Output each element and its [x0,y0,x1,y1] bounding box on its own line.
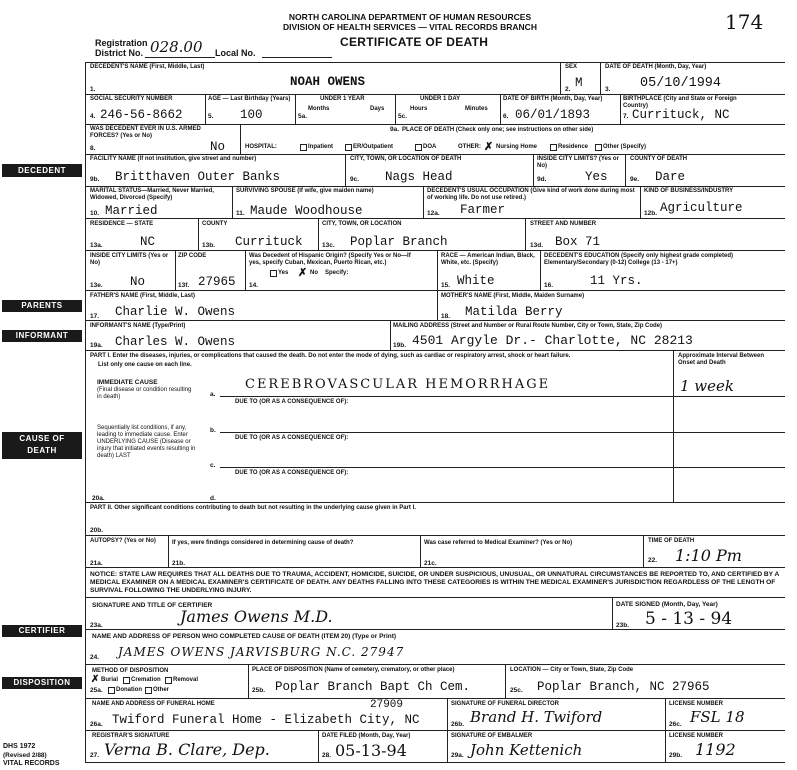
division-name: DIVISION OF HEALTH SERVICES — VITAL RECORDS BRANCH [283,22,537,32]
education-value: 11 Yrs. [590,274,643,288]
form-office: VITAL RECORDS [3,760,60,767]
certifier-signature: James Owens M.D. [180,607,333,626]
tab-informant: INFORMANT [2,330,82,342]
sequential-label: Sequentially list conditions, if any, leading to immediate cause. Enter UNDERLYING CAUSE (Disease or injury that initiated events resulting in death) LAST [97,425,196,459]
part1b-label: List only one cause on each line. [98,362,192,368]
tab-decedent: DECEDENT [2,164,82,177]
part1-label: PART I. Enter the diseases, injuries, or complications that caused the death. Do not enter the mode of dying, such as cardiac or respiratory arrest, shock or heart failure. [90,353,571,359]
res-inside-label: INSIDE CITY LIMITS (Yes or No) [90,253,169,266]
place-disposition-label: PLACE OF DISPOSITION (Name of cemetery, crematory, or other place) [252,667,455,673]
months-label: Months [308,106,330,112]
business-value: Agriculture [660,201,743,215]
informant-label: INFORMANT'S NAME (Type/Print) [90,323,186,329]
license2-label: LICENSE NUMBER [669,733,724,739]
facility-label: FACILITY NAME (If not institution, give street and number) [90,156,257,162]
res-county-label: COUNTY [202,221,228,227]
street-value: Box 71 [555,235,601,249]
ssn-label: SOCIAL SECURITY NUMBER [90,96,173,102]
res-city-value: Poplar Branch [350,235,448,249]
marital-value: Married [105,204,158,218]
due-to-1: DUE TO (OR AS A CONSEQUENCE OF): [235,399,349,405]
street-label: STREET AND NUMBER [530,221,597,227]
interval-label: Approximate Interval Between Onset and Death [678,353,765,366]
er-option[interactable]: ER/Outpatient [353,144,393,150]
place-label: PLACE OF DEATH (Check only one; see instructions on other side) [402,127,594,133]
sex-value: M [575,76,583,90]
mother-label: MOTHER'S NAME (First, Middle, Maiden Surname) [441,293,585,299]
embalmer-signature: John Kettenich [470,741,583,759]
zip-label: ZIP CODE [178,253,207,259]
education-label: DECEDENT'S EDUCATION (Specify only highest grade completed) Elementary/Secondary (0-12) College (13 - 17+) [544,253,734,266]
form-number: DHS 1972 [3,743,36,750]
nursing-check-mark: ✗ [484,141,494,153]
minutes-label: Minutes [465,106,488,112]
license-value: FSL 18 [690,708,745,726]
dod-value: 05/10/1994 [640,76,722,91]
due-to-3: DUE TO (OR AS A CONSEQUENCE OF): [235,470,349,476]
residence-option[interactable]: Residence [558,144,589,150]
facility-value: Britthaven Outer Banks [115,170,281,184]
embalmer-label: SIGNATURE OF EMBALMER [451,733,533,739]
cremation-option[interactable]: Cremation [131,677,161,683]
sex-label: SEX [565,64,578,70]
marital-label: MARITAL STATUS—Married, Never Married, Widowed, Divorced (Specify) [90,188,214,201]
cause-tab-line1: CAUSE OF [19,434,65,443]
occupation-label: DECEDENT'S USUAL OCCUPATION (Give kind of work done during most of working life. Do not use retired.) [427,188,635,201]
zip-value: 27965 [198,275,236,289]
registration-label: Registration [95,38,148,48]
address-value: 4501 Argyle Dr.- Charlotte, NC 28213 [412,333,693,348]
under1y-label: UNDER 1 YEAR [320,96,365,102]
license-label: LICENSE NUMBER [669,701,724,707]
removal-option[interactable]: Removal [173,677,199,683]
age-value: 100 [240,108,263,122]
other-option[interactable]: Other [153,687,170,693]
tab-cause-of-death [2,432,82,459]
local-label: Local No. [215,48,256,58]
location-value: Poplar Branch, NC 27965 [537,680,710,694]
ssn-value: 246-56-8662 [100,108,183,122]
time-value: 1:10 Pm [675,546,742,565]
burial-mark: ✗ [91,674,100,685]
dob-label: DATE OF BIRTH (Month, Day, Year) [503,96,603,102]
part2-label: PART II. Other significant conditions contributing to death but not resulting in the underlying cause given in Part I. [90,505,416,511]
decedent-name: NOAH OWENS [290,75,366,89]
donation-option[interactable]: Donation [116,687,142,693]
father-label: FATHER'S NAME (First, Middle, Last) [90,293,195,299]
time-label: TIME OF DEATH [648,538,695,544]
immediate-sub: (Final disease or condition resulting in death) [97,387,192,400]
hours-label: Hours [410,106,428,112]
referred-label: Was case referred to Medical Examiner? (Yes or No) [424,540,573,546]
inside-value: Yes [585,170,608,184]
res-state-label: RESIDENCE — STATE [90,221,154,227]
date-filed-label: DATE FILED (Month, Day, Year) [322,733,411,739]
county-label: COUNTY OF DEATH [630,156,688,162]
age-label: AGE — Last Birthday (Years) [208,96,291,102]
tab-parents: PARENTS [2,300,82,312]
autopsy-findings-label: If yes, were findings considered in determining cause of death? [172,540,354,546]
dept-name: NORTH CAROLINA DEPARTMENT OF HUMAN RESOURCES [288,12,532,22]
dod-label: DATE OF DEATH (Month, Day, Year) [605,64,707,70]
under1d-label: UNDER 1 DAY [420,96,461,102]
res-city-label: CITY, TOWN, OR LOCATION [322,221,402,227]
business-label: KIND OF BUSINESS/INDUSTRY [644,188,734,194]
hispanic-no[interactable]: No [310,270,318,276]
registrar-signature: Verna B. Clare, Dep. [104,740,270,759]
race-value: White [457,274,495,288]
days-label: Days [370,106,385,112]
armed-label: WAS DECEDENT EVER IN U.S. ARMED FORCES? (Yes or No) [90,126,201,139]
hispanic-specify: Specify: [325,270,349,276]
mother-value: Matilda Berry [465,305,563,319]
dob-value: 06/01/1893 [515,108,591,122]
father-value: Charlie W. Owens [115,305,236,319]
hispanic-label: Was Decedent of Hispanic Origin? (Specify Yes or No—If yes, specify Cuban, Mexican, Puerto Rican, etc.) [249,253,411,266]
funeral-home-zip: 27909 [370,699,404,711]
certifier-sig-label: SIGNATURE AND TITLE OF CERTIFIER [92,602,213,609]
autopsy-label: AUTOPSY? (Yes or No) [90,538,156,544]
spouse-label: SURVIVING SPOUSE (If wife, give maiden name) [236,188,374,194]
nursing-option[interactable]: Nursing Home [496,144,538,150]
hospital-label: HOSPITAL: [245,144,277,150]
place-disposition-value: Poplar Branch Bapt Ch Cem. [275,680,471,694]
due-to-2: DUE TO (OR AS A CONSEQUENCE OF): [235,435,349,441]
cause-tab-line2: DEATH [27,446,57,455]
interval-value: 1 week [680,377,734,395]
tab-certifier: CERTIFIER [2,625,82,637]
inpatient-option[interactable]: Inpatient [308,144,333,150]
completer-value: JAMES OWENS JARVISBURG N.C. 27947 [118,645,405,659]
res-state-value: NC [140,235,156,249]
director-label: SIGNATURE OF FUNERAL DIRECTOR [451,701,560,707]
date-signed-label: DATE SIGNED (Month, Day, Year) [616,601,718,608]
immediate-cause-value: CEREBROVASCULAR HEMORRHAGE [245,377,551,392]
hispanic-no-mark: ✗ [298,267,308,279]
notice-text: NOTICE: STATE LAW REQUIRES THAT ALL DEATHS DUE TO TRAUMA, ACCIDENT, HOMICIDE, SUICIDE, OR UNDER SUSPICIOUS, UNUSUAL, OR UNNATURAL CIRCUMSTANCES BE REPORTED TO, AND CERTIFIED BY A MEDICAL EXAMINER ON A MEDICAL EXAMINER'S CERTIFICATE OF DEATH. ANY DEATHS FALLING INTO THESE CATEGORIES IS WITHIN THE MEDICAL EXAMINER'S JURISDICTION REGARDLESS OF THE LENGTH OF SURVIVAL FOLLOWING THE UNDERLYING INJURY. [90,571,780,594]
funeral-home-value: Twiford Funeral Home - Elizabeth City, NC [112,713,420,727]
other-label: OTHER: [458,144,481,150]
occupation-value: Farmer [460,203,506,217]
informant-value: Charles W. Owens [115,335,236,349]
county-value: Dare [655,170,686,184]
city-value: Nags Head [385,170,453,184]
city-label: CITY, TOWN, OR LOCATION OF DEATH [350,156,462,162]
completer-label: NAME AND ADDRESS OF PERSON WHO COMPLETED CAUSE OF DEATH (ITEM 20) (Type or Print) [92,633,397,640]
res-inside-value: No [130,275,146,289]
certificate-title: CERTIFICATE OF DEATH [340,35,489,49]
birthplace-value: Currituck, NC [632,108,730,122]
location-label: LOCATION — City or Town, State, Zip Code [510,667,634,673]
doa-option[interactable]: DOA [423,144,437,150]
other-specify-option[interactable]: Other (Specify) [603,144,647,150]
date-signed-value: 5 - 13 - 94 [645,609,733,629]
name-label: DECEDENT'S NAME (First, Middle, Last) [90,64,205,70]
funeral-home-label: NAME AND ADDRESS OF FUNERAL HOME [92,701,215,707]
tab-disposition: DISPOSITION [2,677,82,689]
registrar-label: REGISTRAR'S SIGNATURE [92,733,170,739]
district-label: District No. [95,48,144,58]
hispanic-yes[interactable]: Yes [278,270,289,276]
form-revised: (Revised 2/88) [3,752,47,759]
director-signature: Brand H. Twiford [470,708,603,726]
district-value: 028.00 [150,38,203,56]
birthplace-label: BIRTHPLACE (City and State or Foreign Country) [623,96,737,109]
license2-value: 1192 [695,740,736,759]
armed-value: No [210,140,226,154]
date-filed-value: 05-13-94 [335,741,407,760]
address-label: MAILING ADDRESS (Street and Number or Rural Route Number, City or Town, State, Zip Code) [393,323,663,329]
certificate-number: 174 [725,10,764,34]
immediate-label: IMMEDIATE CAUSE [97,379,158,386]
spouse-value: Maude Woodhouse [250,204,363,218]
res-county-value: Currituck [235,235,303,249]
inside-label: INSIDE CITY LIMITS? (Yes or No) [537,156,619,169]
method-label: METHOD OF DISPOSITION [92,668,169,674]
race-label: RACE — American Indian, Black, White, etc. (Specify) [441,253,535,266]
burial-option[interactable]: Burial [101,677,119,683]
